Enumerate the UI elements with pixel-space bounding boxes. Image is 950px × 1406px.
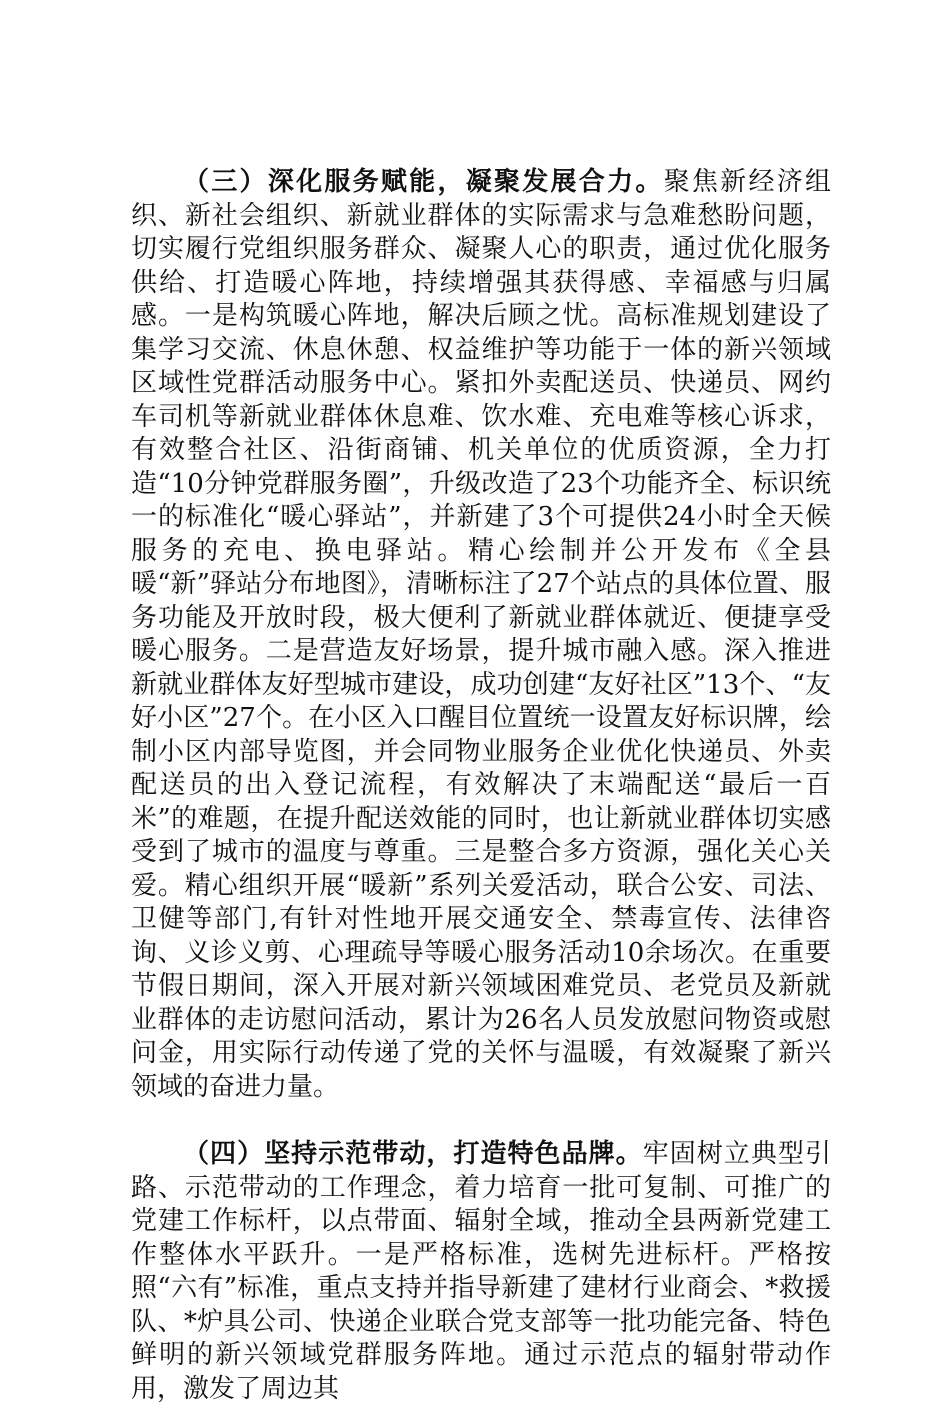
section-4-body: 牢固树立典型引路、示范带动的工作理念，着力培育一批可复制、可推广的党建工作标杆，以点带面、辐射全域，推动全县两新党建工作整体水平跃升。一是严格标准，选树先进标杆。严格按照“六有”标准，重点支持并指导新建了建材行业商会、*救援队、*炉具公司、快递企业联合党支部等一批功能完备、特色鲜明的新兴领域党群服务阵地。通过示范点的辐射带动作用，激发了周边其 [131, 1139, 831, 1404]
paragraph-section-4 [131, 1138, 831, 1406]
document-body [131, 166, 831, 1406]
section-4-heading: （四）坚持示范带动，打造特色品牌。 [183, 1139, 643, 1169]
paragraph-section-3 [131, 166, 831, 1104]
section-3-heading: （三）深化服务赋能，凝聚发展合力。 [183, 167, 664, 197]
section-3-body: 聚焦新经济组织、新社会组织、新就业群体的实际需求与急难愁盼问题，切实履行党组织服务群众、凝聚人心的职责，通过优化服务供给、打造暖心阵地，持续增强其获得感、幸福感与归属感。一是构筑暖心阵地，解决后顾之忧。高标准规划建设了集学习交流、休息休憩、权益维护等功能于一体的新兴领域区域性党群活动服务中心。紧扣外卖配送员、快递员、网约车司机等新就业群体休息难、饮水难、充电难等核心诉求，有效整合社区、沿街商铺、机关单位的优质资源，全力打造“10分钟党群服务圈”，升级改造了23个功能齐全、标识统一的标准化“暖心驿站”，并新建了3个可提供24小时全天候服务的充电、换电驿站。精心绘制并公开发布《全县暖“新”驿站分布地图》，清晰标注了27个站点的具体位置、服务功能及开放时段，极大便利了新就业群体就近、便捷享受暖心服务。二是营造友好场景，提升城市融入感。深入推进新就业群体友好型城市建设，成功创建“友好社区”13个、“友好小区”27个。在小区入口醒目位置统一设置友好标识牌，绘制小区内部导览图，并会同物业服务企业优化快递员、外卖配送员的出入登记流程，有效解决了末端配送“最后一百米”的难题，在提升配送效能的同时，也让新就业群体切实感受到了城市的温度与尊重。三是整合多方资源，强化关心关爱。精心组织开展“暖新”系列关爱活动，联合公安、司法、卫健等部门,有针对性地开展交通安全、禁毒宣传、法律咨询、义诊义剪、心理疏导等暖心服务活动10余场次。在重要节假日期间，深入开展对新兴领域困难党员、老党员及新就业群体的走访慰问活动，累计为26名人员发放慰问物资或慰问金，用实际行动传递了党的关怀与温暖，有效凝聚了新兴领域的奋进力量。 [131, 167, 831, 1102]
